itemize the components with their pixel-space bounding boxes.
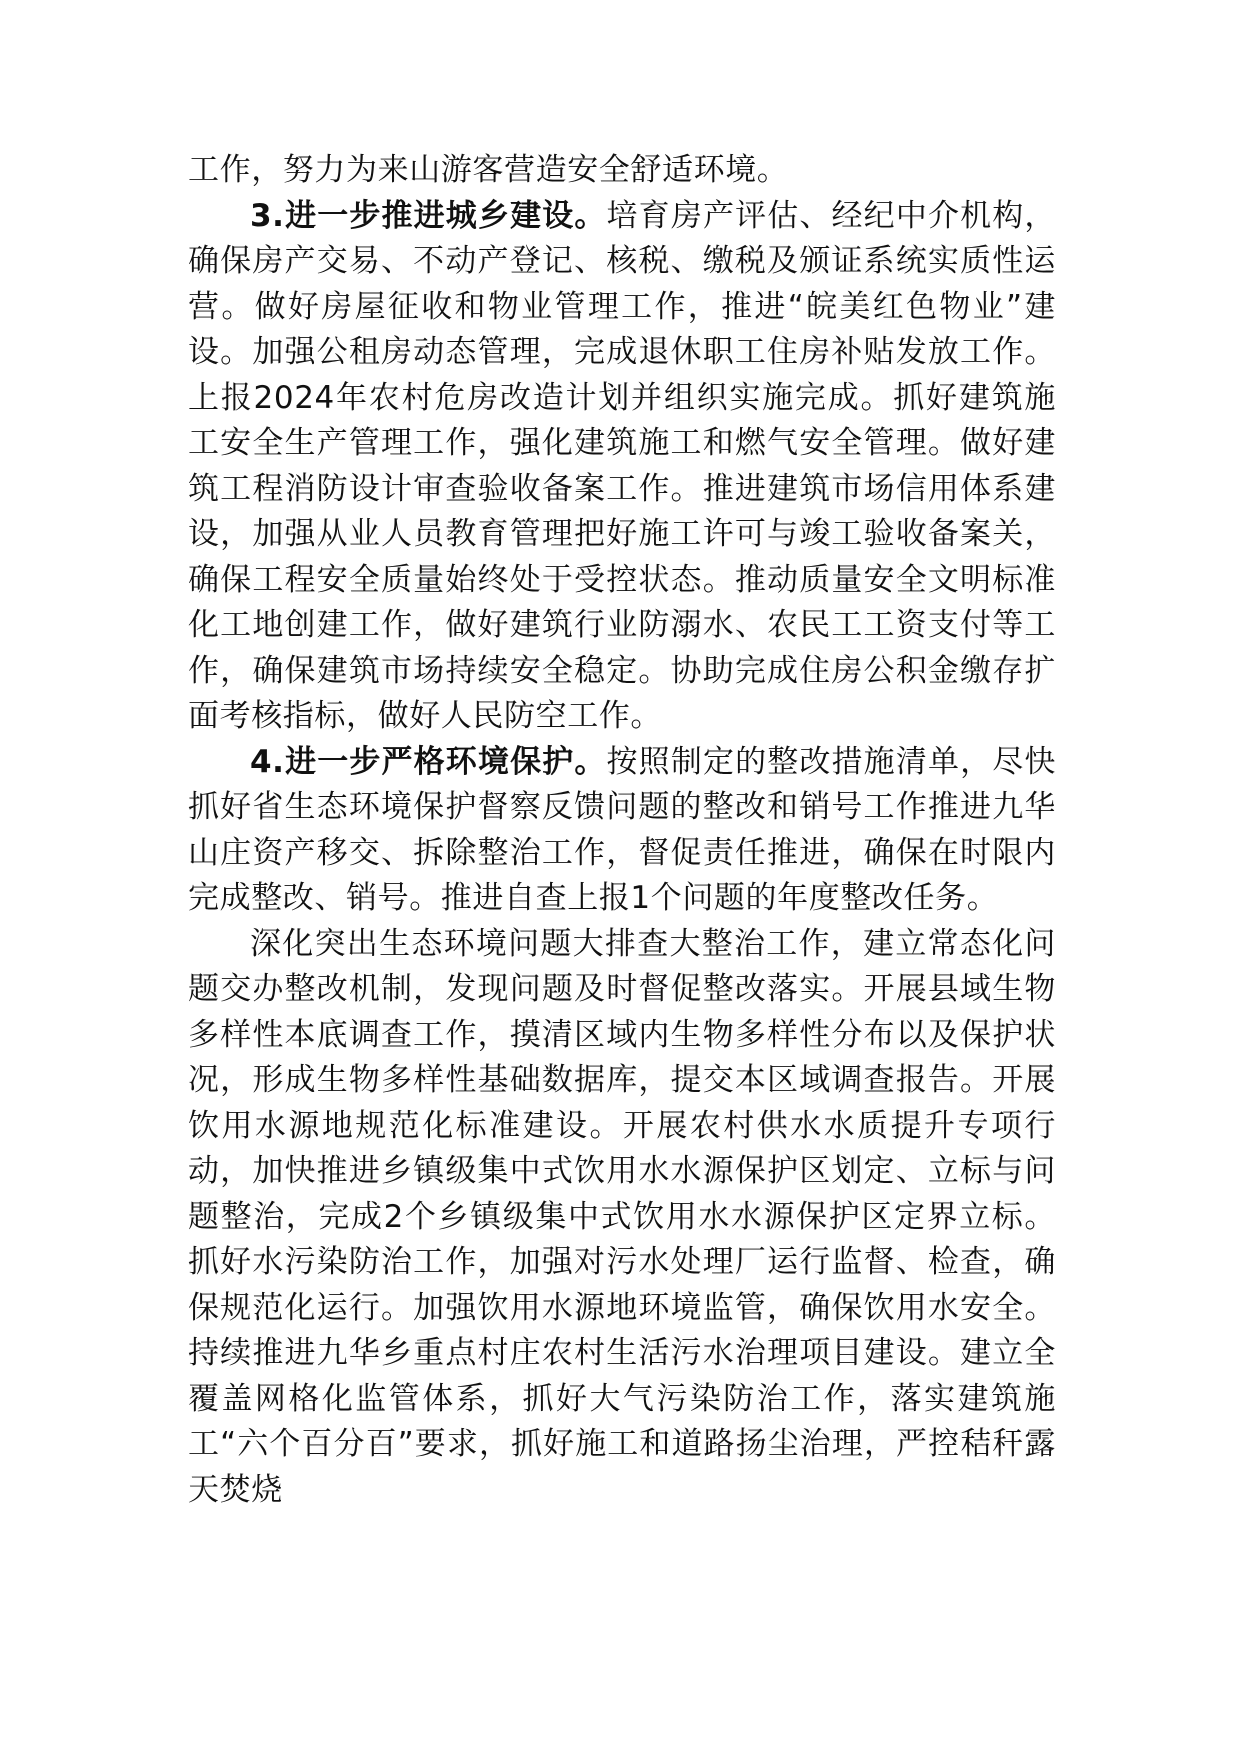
paragraph-heading: 4.进一步严格环境保护。 (250, 743, 607, 780)
paragraph-text: 按照制定的整改措施清单，尽快抓好省生态环境保护督察反馈问题的整改和销号工作推进九华山庄资产移交、拆除整治工作，督促责任推进，确保在时限内完成整改、销号。推进自查上报1个问题的年度整改任务。 (188, 743, 1056, 916)
paragraph-text: 培育房产评估、经纪中介机构，确保房产交易、不动产登记、核税、缴税及颁证系统实质性运营。做好房屋征收和物业管理工作，推进“皖美红色物业”建设。加强公租房动态管理，完成退休职工住房补贴发放工作。上报2024年农村危房改造计划并组织实施完成。抓好建筑施工安全生产管理工作，强化建筑施工和燃气安全管理。做好建筑工程消防设计审查验收备案工作。推进建筑市场信用体系建设，加强从业人员教育管理把好施工许可与竣工验收备案关，确保工程安全质量始终处于受控状态。推动质量安全文明标准化工地创建工作，做好建筑行业防溺水、农民工工资支付等工作，确保建筑市场持续安全稳定。协助完成住房公积金缴存扩面考核指标，做好人民防空工作。 (188, 197, 1056, 734)
paragraph-heading: 3.进一步推进城乡建设。 (250, 197, 607, 234)
paragraph-continuation (188, 148, 1056, 194)
paragraph-urban-rural-construction (188, 194, 1056, 740)
paragraph-ecological-rectification (188, 922, 1056, 1514)
paragraph-environmental-protection (188, 740, 1056, 922)
paragraph-text: 工作，努力为来山游客营造安全舒适环境。 (188, 152, 789, 188)
document-page (188, 148, 1056, 1513)
paragraph-text: 深化突出生态环境问题大排查大整治工作，建立常态化问题交办整改机制，发现问题及时督促整改落实。开展县域生物多样性本底调查工作，摸清区域内生物多样性分布以及保护状况，形成生物多样性基础数据库，提交本区域调查报告。开展饮用水源地规范化标准建设。开展农村供水水质提升专项行动，加快推进乡镇级集中式饮用水水源保护区划定、立标与问题整治，完成2个乡镇级集中式饮用水水源保护区定界立标。抓好水污染防治工作，加强对污水处理厂运行监督、检查，确保规范化运行。加强饮用水源地环境监管，确保饮用水安全。持续推进九华乡重点村庄农村生活污水治理项目建设。建立全覆盖网格化监管体系，抓好大气污染防治工作，落实建筑施工“六个百分百”要求，抓好施工和道路扬尘治理，严控秸秆露天焚烧 (188, 925, 1056, 1508)
